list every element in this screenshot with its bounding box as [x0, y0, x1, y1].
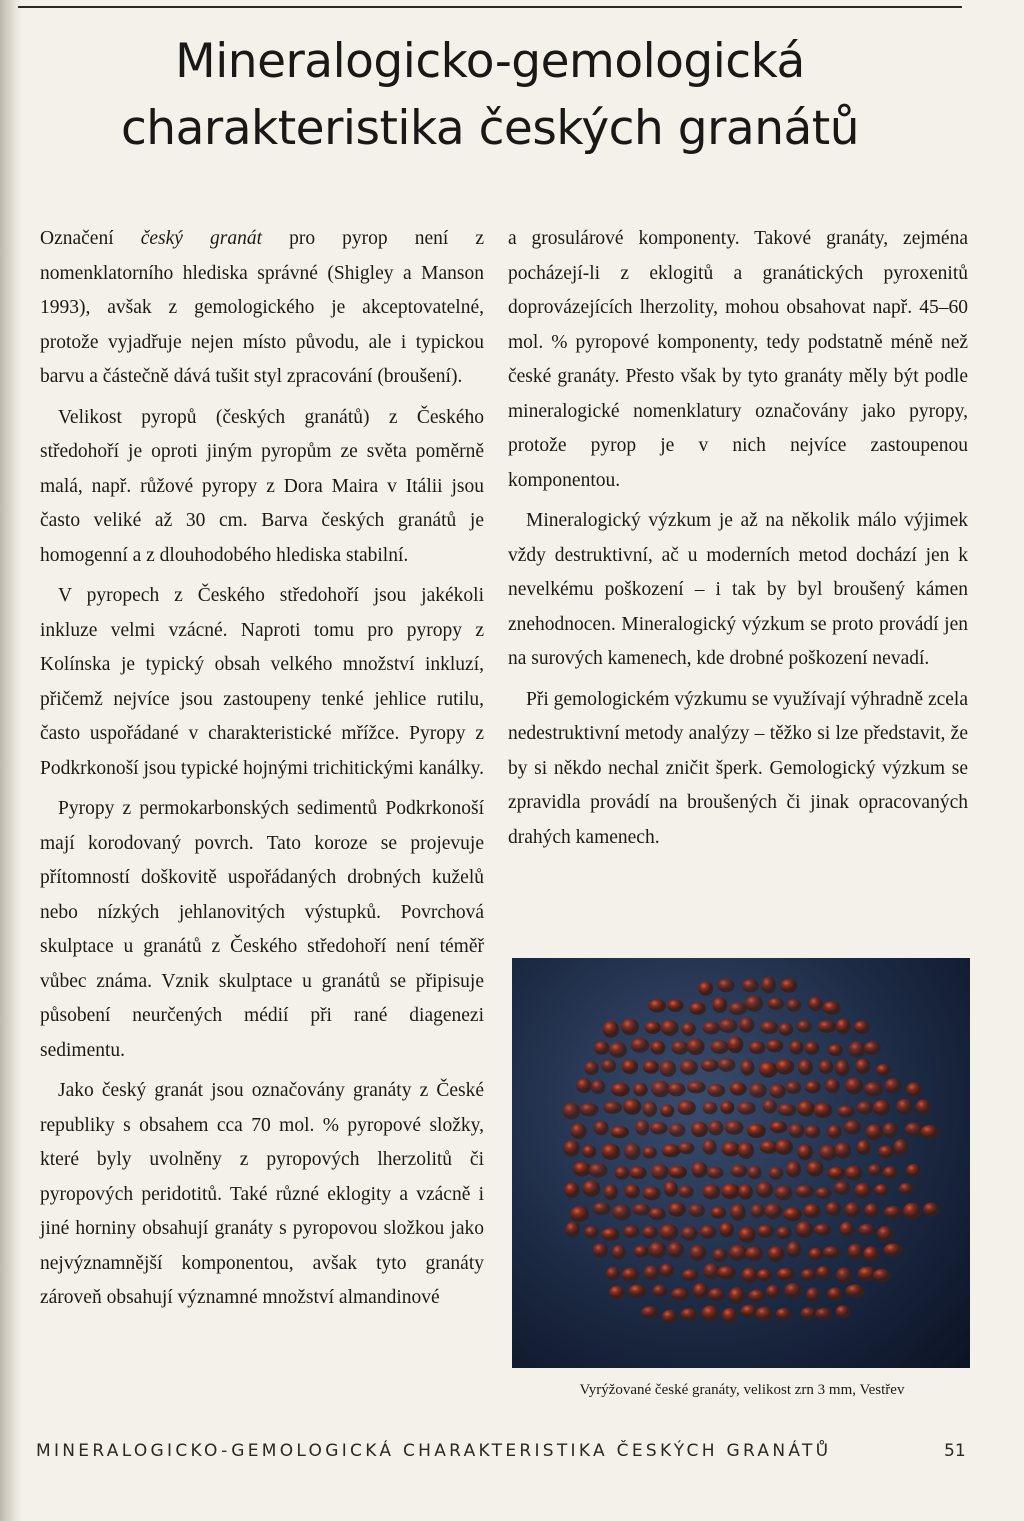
garnet-grain: [858, 1224, 875, 1237]
garnet-grain: [864, 1041, 881, 1055]
garnet-grain: [815, 1187, 831, 1199]
garnet-grain: [703, 1022, 720, 1035]
garnet-grain: [682, 1269, 699, 1281]
garnet-grain: [667, 1000, 683, 1012]
garnet-grain: [777, 1268, 795, 1281]
garnet-grain: [845, 1202, 861, 1218]
garnet-grain: [816, 1266, 830, 1279]
paragraph: Pyropy z permokarbonských sedimentů Podkrkonoší mají korodovaný povrch. Tato koroze se projevuje přítomností doškovitě uspořádaných drobných kuželů nebo nízkých jehlanovitých výstupků. Povrchová skulptace u granátů z Českého středohoří není téměř vůbec známa. Vznik skulptace u granátů se připisuje působení neurčených médií při rané diagenezi sedimentu.: [40, 798, 484, 1061]
garnet-grain: [894, 1139, 909, 1156]
garnet-grain: [660, 1061, 676, 1077]
garnet-grain: [576, 1078, 591, 1093]
garnet-grain: [644, 1265, 660, 1280]
garnet-grain: [768, 1246, 785, 1262]
garnet-grain: [662, 1144, 681, 1157]
garnet-grain: [722, 1142, 741, 1157]
garnet-grain: [786, 1081, 801, 1094]
garnet-grain: [866, 1124, 883, 1140]
garnet-grain: [651, 1041, 666, 1055]
garnet-grain: [621, 1019, 639, 1036]
garnet-grain: [738, 1142, 754, 1159]
garnet-grain: [687, 1081, 706, 1093]
garnet-grain: [689, 1204, 705, 1217]
garnet-grain: [801, 1269, 816, 1281]
garnet-grain: [690, 1002, 706, 1015]
garnet-grain: [668, 1242, 684, 1258]
garnet-grain: [571, 1123, 587, 1139]
garnet-grain: [801, 1307, 817, 1319]
garnet-grain: [787, 999, 802, 1012]
garnet-grain: [741, 1060, 755, 1076]
garnet-grain: [808, 997, 823, 1011]
garnet-grain: [759, 1062, 778, 1078]
garnet-grain: [602, 1059, 617, 1073]
garnet-grain: [828, 1125, 842, 1139]
paragraph: Mineralogický výzkum je až na několik málo výjimek vždy destruktivní, ač u moderních metod dochází jen k nevelkému poškození – i tak by byl broušený kámen znehodnocen. Mineralogický výzkum se proto provádí jen na surových kamenech, kde drobné poškození nevadí.: [508, 510, 968, 669]
garnet-grain: [630, 1166, 647, 1179]
garnet-grain: [884, 1243, 903, 1256]
garnet-grain: [699, 982, 714, 996]
garnet-grain: [884, 1206, 902, 1219]
garnet-grain: [840, 1222, 855, 1237]
garnet-grain: [770, 1121, 787, 1133]
garnet-grain: [767, 1040, 784, 1053]
garnet-grain: [719, 1019, 738, 1034]
garnet-grain: [835, 1142, 852, 1158]
garnet-grain: [786, 1161, 801, 1177]
emphasized-term: český granát: [140, 228, 262, 249]
paragraph-text: Označení: [40, 228, 141, 249]
garnet-grain: [711, 1040, 729, 1054]
garnet-grain: [770, 1084, 786, 1098]
paragraph: Velikost pyropů (českých granátů) z Českého středohoří je oproti jiným pyropům ze světa poměrně malá, např. růžové pyropy z Dora Maira v Itálii jsou často veliké až 30 cm. Barva českých granátů je homogenní a z dlouhodobého hlediska stabilní.: [40, 406, 484, 566]
garnet-grain: [742, 1268, 758, 1283]
garnet-grain: [678, 1142, 695, 1154]
garnet-grain: [634, 1246, 648, 1258]
garnet-grain: [580, 1103, 599, 1116]
garnet-grain: [669, 1124, 685, 1137]
garnet-grain: [756, 1182, 773, 1198]
garnet-grain: [797, 1101, 815, 1117]
garnet-grain: [807, 1161, 824, 1177]
garnet-grain: [814, 1103, 833, 1118]
garnet-grain: [565, 1222, 580, 1237]
top-rule: [18, 6, 962, 8]
garnet-grain: [703, 1139, 717, 1154]
garnet-grain: [906, 1082, 922, 1097]
title-line-2: charakteristika českých granátů: [120, 101, 860, 156]
garnet-grain: [591, 1080, 605, 1094]
garnet-grain: [742, 979, 759, 993]
garnet-grain: [923, 1203, 939, 1217]
garnet-grain: [806, 1287, 820, 1302]
garnet-grain: [702, 1305, 720, 1321]
garnet-grain: [649, 999, 667, 1012]
garnet-grain: [828, 1167, 845, 1180]
garnet-grain: [589, 1163, 608, 1177]
garnet-grain: [790, 1040, 804, 1054]
garnet-grain: [661, 1020, 679, 1036]
garnet-grain: [682, 1022, 696, 1036]
paragraph: a grosulárové komponenty. Takové granáty, zejména pocházejí-li z eklogitů a granátických pyroxenitů doprovázejících lherzolity, mohou obsahovat např. 45–60 mol. % pyropové komponenty, tedy podstatně méně než české granáty. Přesto však by tyto granáty měly být podle mineralogické nomenklatury označovány jako pyropy, protože pyrop je v nich nejvíce zastoupenou komponentou.: [508, 228, 968, 491]
garnet-grain: [717, 979, 734, 992]
garnet-grain: [615, 1166, 630, 1179]
garnet-grain: [809, 1248, 824, 1261]
garnet-grain: [730, 1204, 746, 1221]
garnet-grain: [796, 1221, 814, 1238]
garnet-grain: [778, 1104, 797, 1117]
photo-caption: Vyrýžované české granáty, velikost zrn 3 mm, Vestřev: [579, 1382, 905, 1398]
garnet-grain: [642, 1226, 658, 1239]
garnet-grain: [679, 1186, 694, 1199]
garnet-grain: [585, 1061, 599, 1075]
page-binding-shadow: [0, 0, 22, 1521]
garnet-grain: [623, 1226, 639, 1239]
garnet-grain: [818, 1020, 837, 1033]
garnet-grain: [805, 1125, 821, 1138]
garnet-grain: [728, 1036, 744, 1053]
garnet-grain: [677, 1101, 696, 1116]
garnet-grain: [584, 1226, 599, 1239]
page-number: 51: [944, 1441, 966, 1461]
garnet-grain: [603, 1102, 622, 1114]
garnet-grain: [863, 1246, 879, 1262]
garnet-grain: [650, 1122, 668, 1134]
garnet-grain: [692, 1162, 708, 1178]
right-text-column: [508, 222, 968, 861]
garnet-grain: [749, 1083, 766, 1098]
garnet-grain: [570, 1206, 589, 1222]
garnet-grain: [606, 1267, 620, 1281]
garnet-grain: [836, 1305, 851, 1318]
garnet-grain: [643, 1147, 657, 1159]
garnet-grain: [738, 1184, 753, 1199]
garnet-grains-illustration: [512, 958, 970, 1368]
garnet-grain: [883, 1166, 898, 1179]
garnet-grain: [690, 1245, 707, 1261]
left-text-column: [40, 222, 484, 1322]
garnet-grain: [609, 1286, 625, 1299]
garnet-grain: [906, 1164, 921, 1177]
garnet-grain: [693, 1283, 708, 1299]
garnet-grain: [629, 1285, 647, 1298]
garnet-grain: [641, 1306, 659, 1318]
garnet-grain: [652, 1285, 667, 1297]
garnet-grain: [760, 1021, 778, 1034]
garnet-grain: [745, 996, 763, 1012]
garnet-grain: [921, 1125, 939, 1139]
garnet-grain: [603, 1021, 619, 1038]
garnet-grain: [787, 1241, 802, 1257]
garnet-grain: [583, 1180, 601, 1197]
garnet-grain: [703, 1102, 718, 1115]
garnet-grain: [720, 1101, 734, 1114]
garnet-grain: [849, 1041, 866, 1058]
garnet-grain: [708, 1084, 726, 1097]
garnet-grain: [764, 1203, 782, 1219]
garnet-grain: [828, 1044, 843, 1056]
garnet-grain: [612, 1245, 626, 1260]
garnet-grain: [876, 1064, 891, 1076]
garnet-grain: [805, 1041, 819, 1055]
garnet-grain: [731, 1165, 748, 1177]
garnet-grain: [845, 1166, 863, 1181]
garnet-grain: [844, 1120, 861, 1135]
garnet-grain: [741, 1305, 758, 1318]
garnet-grain: [582, 1145, 596, 1158]
garnet-grain: [775, 1186, 793, 1201]
garnet-grain: [783, 1207, 802, 1221]
garnet-grain: [748, 1290, 765, 1303]
garnet-grain: [681, 1226, 698, 1240]
garnet-grain: [631, 1038, 650, 1053]
garnet-grain: [622, 1268, 639, 1282]
garnet-grain: [622, 1060, 638, 1075]
garnet-grain: [564, 1182, 579, 1198]
garnet-grain: [729, 1287, 745, 1304]
garnet-grain: [896, 1099, 913, 1115]
garnet-grain: [750, 1204, 765, 1218]
garnet-grain: [671, 1288, 690, 1301]
garnet-grain: [776, 1308, 791, 1320]
garnet-grain: [795, 1185, 814, 1198]
garnet-grain: [563, 1103, 581, 1120]
garnet-grain: [815, 1308, 832, 1320]
garnet-grain: [662, 1310, 677, 1324]
garnet-photo: [512, 958, 970, 1368]
garnet-grain: [594, 1121, 609, 1135]
garnet-grain: [649, 1208, 666, 1221]
garnet-grain: [797, 1144, 812, 1160]
garnet-grain: [780, 979, 797, 993]
garnet-grain: [836, 1060, 850, 1077]
garnet-grain: [701, 1059, 719, 1071]
garnet-grain: [643, 1101, 657, 1117]
garnet-grain: [768, 998, 784, 1010]
garnet-grain: [703, 1184, 721, 1199]
garnet-grain: [649, 1242, 667, 1259]
garnet-grain: [633, 1083, 648, 1097]
garnet-grain: [564, 1140, 580, 1156]
garnet-grain: [805, 1081, 821, 1094]
garnet-grain: [725, 1121, 744, 1135]
garnet-grain: [757, 1225, 774, 1238]
garnet-grain: [718, 1058, 736, 1072]
garnet-grain: [722, 1308, 738, 1324]
garnet-grain: [611, 1083, 630, 1097]
garnet-grain: [789, 1124, 805, 1139]
garnet-grain: [761, 977, 775, 994]
garnet-grain: [873, 1100, 891, 1116]
garnet-grain: [602, 1228, 620, 1241]
garnet-grain: [756, 1307, 774, 1321]
garnet-grain: [700, 1225, 717, 1238]
garnet-grain: [776, 1059, 795, 1074]
running-head: MINERALOGICKO-GEMOLOGICKÁ CHARAKTERISTIKA ČESKÝCH GRANÁTŮ: [36, 1441, 832, 1461]
garnet-grain: [729, 1245, 747, 1261]
garnet-grain: [703, 1263, 719, 1279]
garnet-grain: [785, 1283, 803, 1298]
title-line-1: Mineralogicko-gemologická: [175, 34, 805, 89]
garnet-grain: [845, 1078, 863, 1095]
garnet-grain: [834, 1181, 851, 1195]
garnet-grain: [680, 1060, 698, 1075]
garnet-grain: [651, 1081, 670, 1097]
garnet-grain: [625, 1184, 640, 1198]
garnet-grain: [730, 1082, 747, 1095]
garnet-grain: [836, 1019, 851, 1035]
garnet-grain: [823, 1001, 841, 1015]
garnet-grain: [803, 1204, 820, 1219]
garnet-grain: [707, 1167, 723, 1179]
garnet-grain: [708, 1121, 723, 1136]
garnet-grain: [825, 1202, 841, 1217]
garnet-grain: [814, 1224, 831, 1236]
page-title: [40, 28, 940, 162]
paragraph-text: pro pyrop není z nomenklatorního hlediska správné (Shigley a Manson 1993), avšak z gemologického je akceptovatelné, protože vyjadřuje nejen místo původu, ale i typickou barvu a částečně dává tušit styl zpracování (broušení).: [40, 228, 485, 387]
garnet-grain: [837, 1106, 855, 1118]
garnet-grain: [884, 1078, 901, 1093]
garnet-grain: [737, 1102, 755, 1115]
garnet-grain: [687, 1039, 705, 1056]
paragraph: Při gemologickém výzkumu se využívají výhradně zcela nedestruktivní metody analýzy – těžko si lze představit, že by si někdo nechal zničit šperk. Gemologický výzkum se zpravidla provádí na broušených či jinak opracovaných drahých kamenech.: [508, 688, 968, 848]
garnet-grain: [668, 1083, 686, 1097]
garnet-grain: [624, 1143, 641, 1160]
garnet-grain: [875, 1184, 889, 1196]
garnet-grain: [846, 1284, 865, 1298]
garnet-grain: [854, 1021, 870, 1034]
garnet-grain: [864, 1082, 883, 1097]
garnet-grain: [739, 1227, 756, 1243]
garnet-grain: [798, 1059, 813, 1075]
garnet-grain: [769, 1167, 784, 1180]
paragraph: [40, 222, 484, 395]
garnet-grain: [825, 1078, 839, 1093]
garnet-grain: [660, 1264, 674, 1278]
garnet-grain: [848, 1244, 864, 1260]
garnet-grain: [660, 1104, 674, 1117]
garnet-grain: [854, 1183, 871, 1198]
garnet-grain: [717, 1266, 736, 1280]
garnet-grain: [708, 1288, 725, 1301]
garnet-grain: [623, 1099, 641, 1115]
garnet-grain: [713, 997, 728, 1013]
garnet-grain: [819, 1145, 837, 1161]
garnet-grain: [719, 1222, 734, 1237]
garnet-grain: [643, 1061, 659, 1074]
garnet-grain: [883, 1123, 898, 1138]
paragraph: Jako český granát jsou označovány granáty z České republiky s obsahem cca 70 mol. % pyropové složky, které byly uvolněny z pyropových lherzolitů či pyropových peridotitů. Také různé eklogity a vzácně i jiné horniny obsahují granáty s pyropovou složkou jako nejvýznamnější komponentou, avšak tyto granáty zároveň obsahují významné množství almandinové: [40, 1080, 484, 1308]
garnet-grain: [757, 1269, 772, 1282]
garnet-grain: [643, 1187, 661, 1201]
garnet-grain: [664, 1181, 678, 1197]
garnet-grain: [899, 1183, 914, 1195]
garnet-grain: [745, 1247, 763, 1262]
garnet-grain: [836, 1267, 853, 1284]
garnet-grain: [873, 1269, 891, 1282]
garnet-grain: [775, 1139, 793, 1155]
garnet-grain: [713, 1248, 728, 1262]
garnet-grain: [749, 1041, 765, 1054]
garnet-grain: [609, 1042, 627, 1058]
garnet-grain: [681, 1308, 698, 1321]
garnet-grain: [645, 1022, 661, 1034]
garnet-grain: [819, 1060, 833, 1074]
garnet-grain: [857, 1101, 874, 1114]
garnet-grain: [593, 1202, 611, 1215]
garnet-grain: [763, 1100, 777, 1114]
garnet-grain: [823, 1246, 841, 1258]
garnet-grain: [827, 1287, 843, 1301]
garnet-grain: [916, 1099, 931, 1115]
garnet-grain: [777, 1227, 792, 1240]
garnet-grain: [797, 1020, 813, 1032]
garnet-grain: [766, 1285, 780, 1299]
garnet-grain: [604, 1184, 618, 1200]
garnet-grain: [779, 1023, 793, 1036]
garnet-grain: [635, 1120, 649, 1136]
garnet-grain: [868, 1164, 882, 1177]
garnet-grain: [633, 1203, 651, 1215]
garnet-grain: [857, 1140, 871, 1155]
garnet-grain: [668, 1203, 686, 1217]
garnet-grain: [593, 1243, 608, 1257]
garnet-grain: [691, 1122, 708, 1137]
garnet-grain: [594, 1041, 609, 1055]
garnet-grain: [721, 1184, 740, 1200]
garnet-grain: [729, 1002, 747, 1015]
garnet-grain: [748, 1166, 762, 1180]
garnet-grain: [573, 1162, 591, 1177]
garnet-grain: [878, 1145, 894, 1158]
garnet-grain: [659, 1224, 678, 1241]
garnet-grain: [651, 1164, 669, 1180]
garnet-grain: [602, 1144, 621, 1160]
garnet-grain: [905, 1122, 923, 1136]
garnet-grain: [611, 1126, 630, 1138]
garnet-grain: [865, 1203, 880, 1217]
garnet-grain: [739, 1017, 754, 1033]
garnet-grain: [855, 1059, 870, 1075]
garnet-grain: [877, 1226, 893, 1242]
garnet-grain: [747, 1124, 766, 1138]
garnet-grain: [669, 1166, 688, 1179]
garnet-grain: [672, 1041, 689, 1055]
garnet-grain: [612, 1204, 631, 1220]
garnet-grain: [903, 1203, 921, 1220]
paragraph: V pyropech z Českého středohoří jsou jakékoli inkluze velmi vzácné. Naproti tomu pro pyropy z Kolínska je typický obsah velkého množství inkluzí, přičemž nejvíce jsou zastoupeny tenké jehlice rutilu, často uspořádané v charakteristické mřížce. Pyropy z Podkrkonoší jsou typické hojnými trichitickými kanálky.: [40, 585, 484, 779]
garnet-grain: [711, 1207, 726, 1219]
